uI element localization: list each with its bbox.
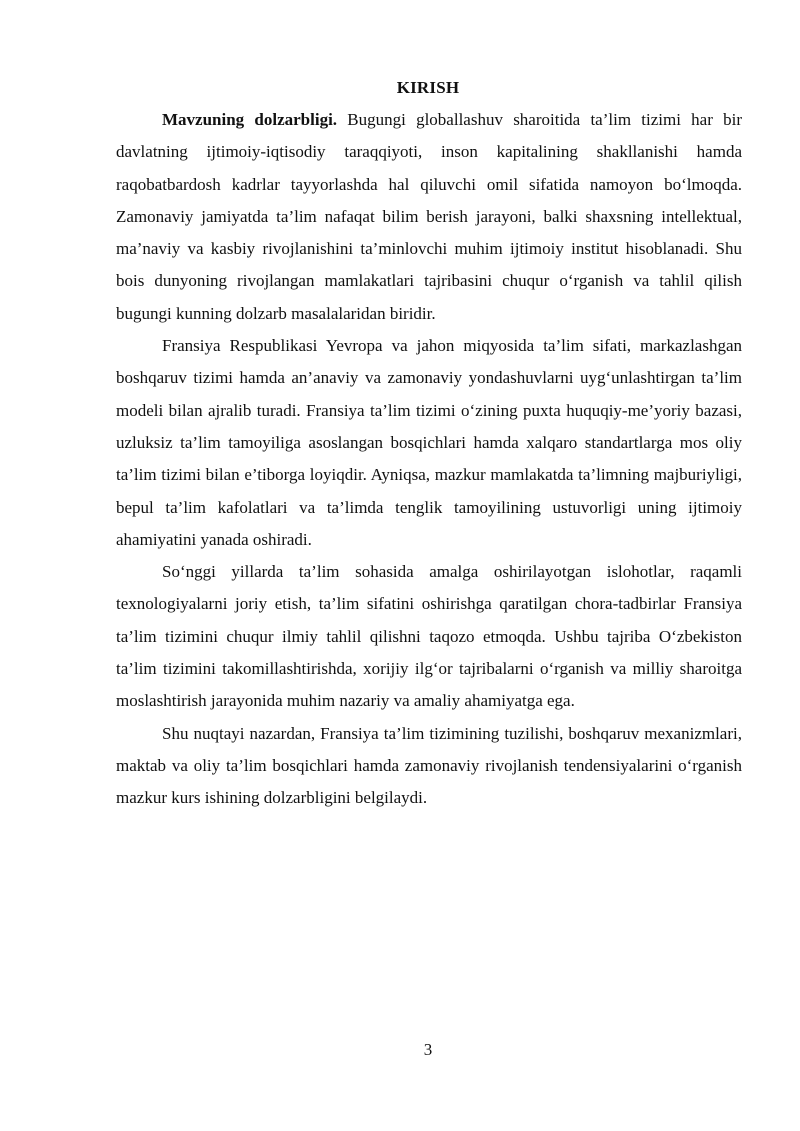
paragraph-lead: Mavzuning dolzarbligi. xyxy=(162,110,338,129)
paragraph-relevance xyxy=(116,104,742,330)
body-text xyxy=(116,104,742,815)
paragraph-reforms: So‘nggi yillarda ta’lim sohasida amalga oshirilayotgan islohotlar, raqamli texnologiyalarni joriy etish, ta’lim sifatini oshirishga qaratilgan chora-tadbirlar Fransiya ta’lim tizimini chuqur ilmiy tahlil qilishni taqozo etmoqda. Ushbu tajriba O‘zbekiston ta’lim tizimini takomillashtirishda, xorijiy ilg‘or tajribalarni o‘rganish va milliy sharoitga moslashtirish jarayonida muhim nazariy va amaliy ahamiyatga ega. xyxy=(116,562,742,711)
page-title: KIRISH xyxy=(396,78,460,97)
paragraph-conclusion: Shu nuqtayi nazardan, Fransiya ta’lim tizimining tuzilishi, boshqaruv mexanizmlari, maktab va oliy ta’lim bosqichlari hamda zamonaviy rivojlanish tendensiyalarini o‘rganish mazkur kurs ishining dolzarbligini belgilaydi. xyxy=(116,723,742,808)
paragraph-france: Fransiya Respublikasi Yevropa va jahon miqyosida ta’lim sifati, markazlashgan boshqaruv tizimi hamda an’anaviy va zamonaviy yondashuvlarni uyg‘unlashtirgan ta’lim modeli bilan ajralib turadi. Fransiya ta’lim tizimi o‘zining puxta huquqiy-me’yoriy bazasi, uzluksiz ta’lim tamoyiliga asoslangan bosqichlari hamda xalqaro standartlarga mos oliy ta’lim tizimi bilan e’tiborga loyiqdir. Ayniqsa, mazkur mamlakatda ta’limning majburiyligi, bepul ta’lim kafolatlari va ta’limda tenglik tamoyilining ustuvorligi uning ijtimoiy ahamiyatini yanada oshiradi. xyxy=(116,336,742,549)
paragraph-text: Bugungi globallashuv sharoitida ta’lim tizimi har bir davlatning ijtimoiy-iqtisodiy taraqqiyoti, inson kapitalining shakllanishi hamda raqobatbardosh kadrlar tayyorlashda hal qiluvchi omil sifatida namoyon bo‘lmoqda. Zamonaviy jamiyatda ta’lim nafaqat bilim berish jarayoni, balki shaxsning intellektual, ma’naviy va kasbiy rivojlanishini ta’minlovchi muhim ijtimoiy institut hisoblanadi. Shu bois dunyoning rivojlangan mamlakatlari tajribasini chuqur o‘rganish va tahlil qilish bugungi kunning dolzarb masalalaridan biridir. xyxy=(116,110,743,323)
page-number: 3 xyxy=(423,1040,433,1059)
